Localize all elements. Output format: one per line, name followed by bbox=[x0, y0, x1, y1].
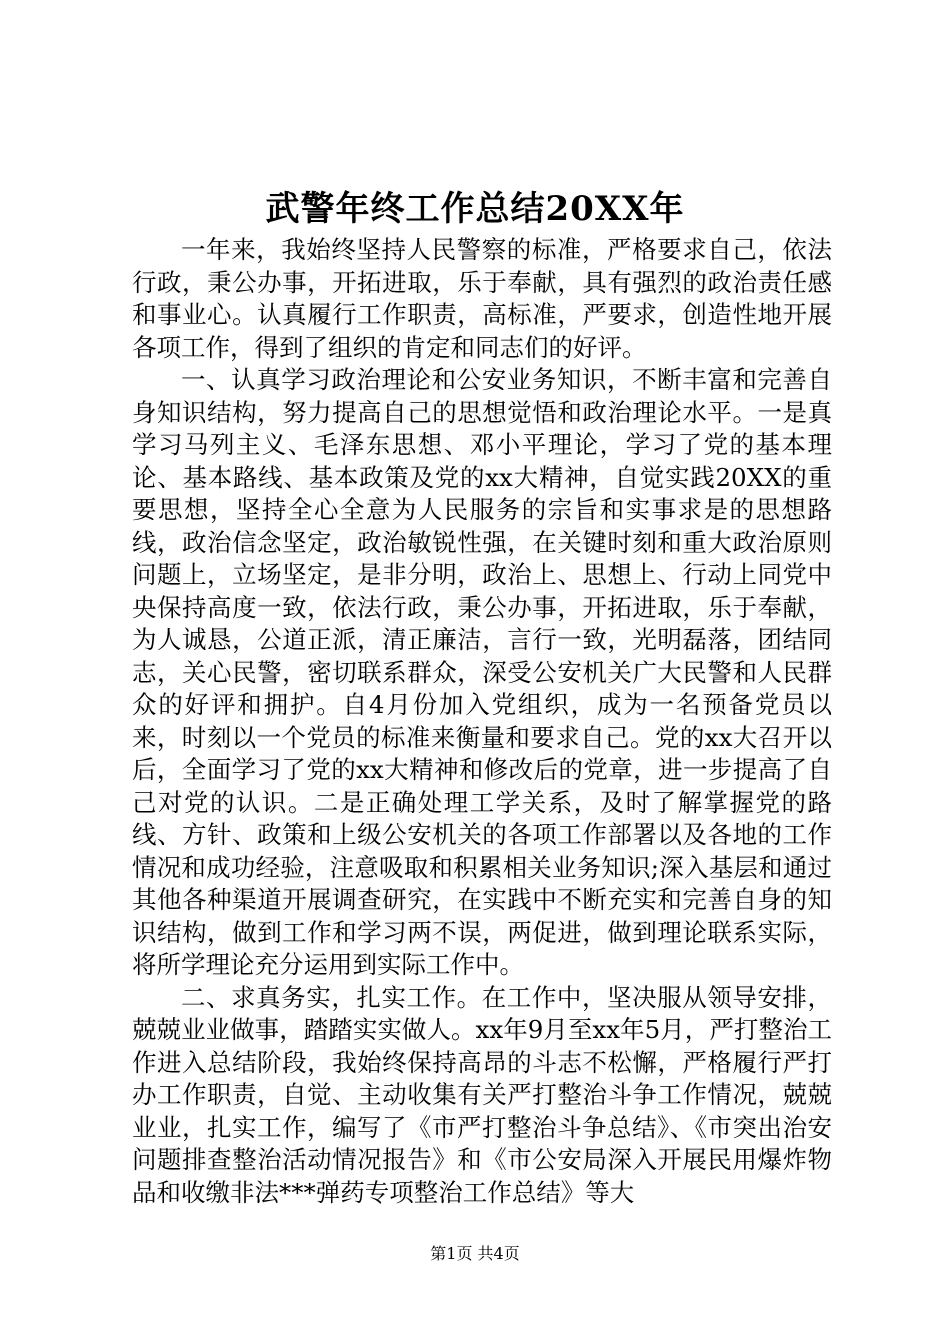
page-number: 第1页 共4页 bbox=[430, 1244, 520, 1263]
page-footer bbox=[0, 1242, 950, 1266]
paragraph-intro: 一年来，我始终坚持人民警察的标准，严格要求自己，依法行政，秉公办事，开拓进取，乐于奉献，具有强烈的政治责任感和事业心。认真履行工作职责，高标准，严要求，创造性地开展各项工作，得到了组织的肯定和同志们的好评。 bbox=[132, 235, 832, 362]
document-body bbox=[132, 234, 832, 1209]
paragraph-section-2: 二、求真务实，扎实工作。在工作中，坚决服从领导安排，兢兢业业做事，踏踏实实做人。xx年9月至xx年5月，严打整治工作进入总结阶段，我始终保持高昂的斗志不松懈，严格履行严打办工作职责，自觉、主动收集有关严打整治斗争工作情况，兢兢业业，扎实工作，编写了《市严打整治斗争总结》、《市突出治安问题排查整治活动情况报告》和《市公安局深入开展民用爆炸物品和收缴非法***弹药专项整治工作总结》等大 bbox=[132, 982, 832, 1207]
paragraph-section-1: 一、认真学习政治理论和公安业务知识，不断丰富和完善自身知识结构，努力提高自己的思想觉悟和政治理论水平。一是真学习马列主义、毛泽东思想、邓小平理论，学习了党的基本理论、基本路线、基本政策及党的xx大精神，自觉实践20XX的重要思想，坚持全心全意为人民服务的宗旨和实事求是的思想路线，政治信念坚定，政治敏锐性强，在关键时刻和重大政治原则问题上，立场坚定，是非分明，政治上、思想上、行动上同党中央保持高度一致，依法行政，秉公办事，开拓进取，乐于奉献，为人诚恳，公道正派，清正廉洁，言行一致，光明磊落，团结同志，关心民警，密切联系群众，深受公安机关广大民警和人民群众的好评和拥护。自4月份加入党组织，成为一名预备党员以来，时刻以一个党员的标准来衡量和要求自己。党的xx大召开以后，全面学习了党的xx大精神和修改后的党章，进一步提高了自己对党的认识。二是正确处理工学关系，及时了解掌握党的路线、方针、政策和上级公安机关的各项工作部署以及各地的工作情况和成功经验，注意吸取和积累相关业务知识;深入基层和通过其他各种渠道开展调查研究，在实践中不断充实和完善自身的知识结构，做到工作和学习两不误，两促进，做到理论联系实际，将所学理论充分运用到实际工作中。 bbox=[132, 365, 832, 979]
document-title: 武警年终工作总结20XX年 bbox=[265, 189, 685, 229]
